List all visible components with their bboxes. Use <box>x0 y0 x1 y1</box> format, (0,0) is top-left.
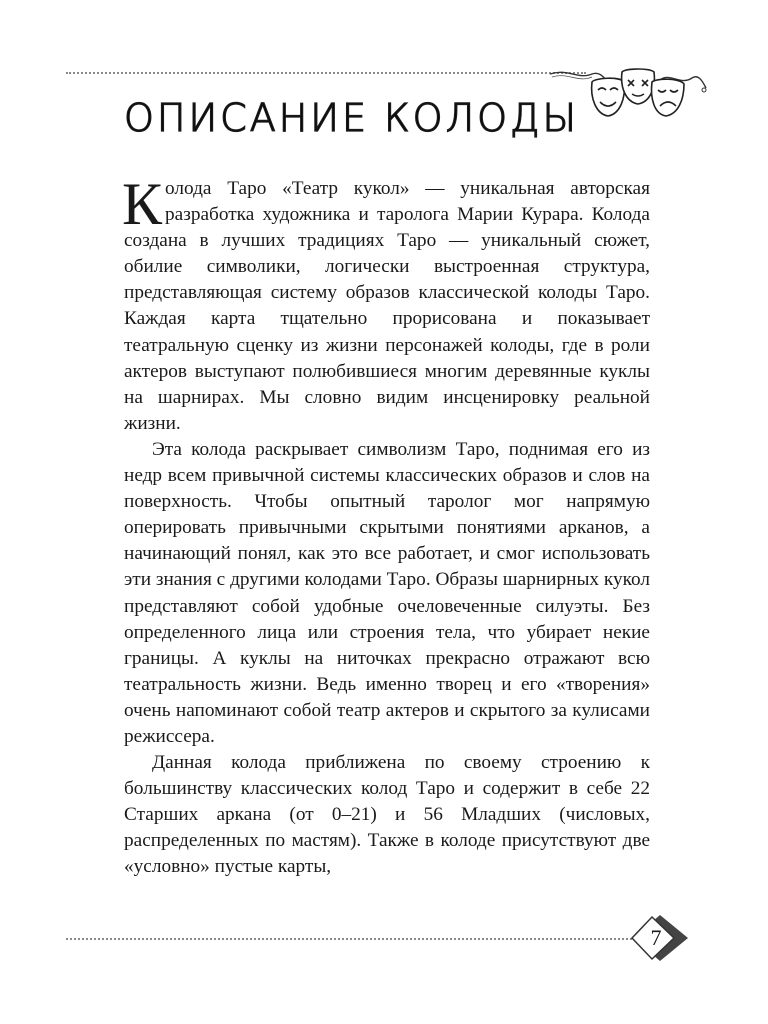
page-title: ОПИСАНИЕ КОЛОДЫ <box>124 96 580 140</box>
paragraph-1 <box>122 171 650 437</box>
header-divider <box>66 72 586 74</box>
paragraph-1-text: олода Таро «Театр кукол» — уникальная авторская разработка художника и таролога Марии Курара. Колода создана в лучших традициях Таро — уникальный сюжет, обилие символики, логически выстроенная структура, представляющая систему образов классической колоды Таро. Каждая карта тщательно прорисована и показывает театральную сценку из жизни персонажей колоды, где в роли актеров выступают полюбившиеся многим деревянные куклы на шарнирах. Мы словно видим инсценировку реальной жизни. <box>124 178 650 434</box>
body-text <box>122 171 650 881</box>
footer-divider <box>66 938 632 940</box>
paragraph-2: Эта колода раскрывает символизм Таро, поднимая его из недр всем привычной системы классических образов и слов на поверхность. Чтобы опытный таролог мог напрямую оперировать привычными скрытыми понятиями арканов, а начинающий понял, как это все работает, и смог использовать эти знания с другими колодами Таро. Образы шарнирных кукол представляют собой удобные очеловеченные силуэты. Без определенного лица или строения тела, что убирает некие границы. А куклы на ниточках прекрасно отражают всю театральность жизни. Ведь именно творец и его «творения» очень напоминают собой театр актеров и скрытого за кулисами режиссера. <box>124 438 650 747</box>
drop-cap: К <box>122 171 163 237</box>
page-number: 7 <box>650 925 662 950</box>
paragraph-3: Данная колода приближена по своему строению к большинству классических колод Таро и содержит в себе 22 Старших аркана (от 0–21) и 56 Младших (числовых, распределенных по мастям). Также в колоде присутствуют две «условно» пустые карты, <box>124 752 650 878</box>
